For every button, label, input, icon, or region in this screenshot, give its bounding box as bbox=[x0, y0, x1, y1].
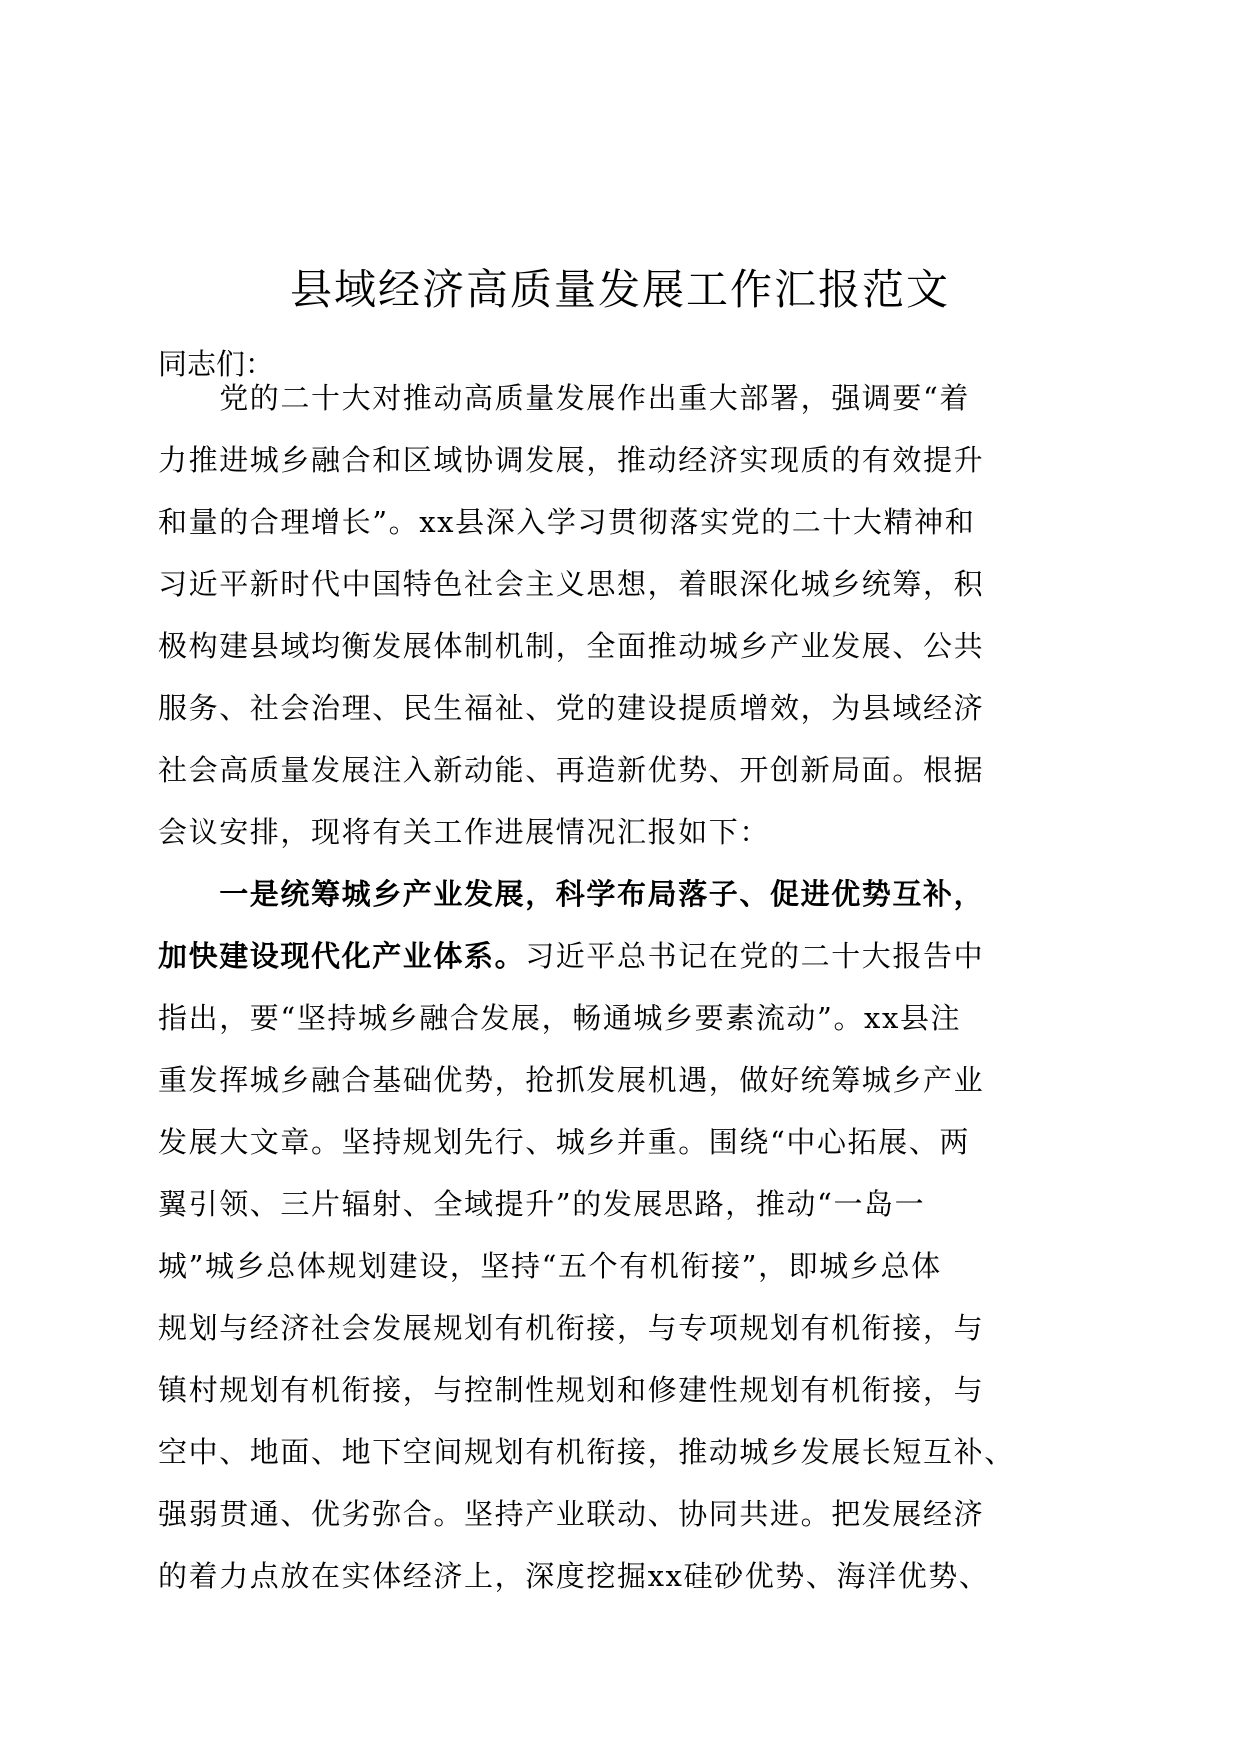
paragraph-line: 党的二十大对推动高质量发展作出重大部署，强调要“着 bbox=[158, 381, 971, 415]
paragraph-line: 力推进城乡融合和区域协调发展，推动经济实现质的有效提升 bbox=[158, 443, 985, 477]
paragraph-section-one bbox=[158, 863, 1083, 1607]
paragraph-line: 发展大文章。坚持规划先行、城乡并重。围绕“中心拓展、两 bbox=[158, 1125, 971, 1159]
paragraph-line: 空中、地面、地下空间规划有机衔接，推动城乡发展长短互补、 bbox=[158, 1435, 1015, 1469]
paragraph-line: 强弱贯通、优劣弥合。坚持产业联动、协同共进。把发展经济 bbox=[158, 1497, 985, 1531]
paragraph-line: 和量的合理增长”。xx县深入学习贯彻落实党的二十大精神和 bbox=[158, 505, 976, 539]
paragraph-line: 习近平新时代中国特色社会主义思想，着眼深化城乡统筹，积 bbox=[158, 567, 985, 601]
paragraph-line: 服务、社会治理、民生福祉、党的建设提质增效，为县域经济 bbox=[158, 691, 985, 725]
paragraph-line: 社会高质量发展注入新动能、再造新优势、开创新局面。根据 bbox=[158, 753, 985, 787]
paragraph-line: 城”城乡总体规划建设，坚持“五个有机衔接”，即城乡总体 bbox=[158, 1249, 942, 1283]
paragraph-line: 规划与经济社会发展规划有机衔接，与专项规划有机衔接，与 bbox=[158, 1311, 985, 1345]
section-heading-line: 一是统筹城乡产业发展，科学布局落子、促进优势互补， bbox=[158, 877, 985, 911]
paragraph-line: 指出，要“坚持城乡融合发展，畅通城乡要素流动”。xx县注 bbox=[158, 1001, 962, 1035]
section-line-rest: 习近平总书记在党的二十大报告中 bbox=[525, 939, 985, 973]
paragraph-line: 的着力点放在实体经济上，深度挖掘xx硅砂优势、海洋优势、 bbox=[158, 1559, 990, 1593]
paragraph-line: 重发挥城乡融合基础优势，抢抓发展机遇，做好统筹城乡产业 bbox=[158, 1063, 985, 1097]
document-title: 县域经济高质量发展工作汇报范文 bbox=[289, 265, 950, 314]
greeting: 同志们： bbox=[158, 347, 275, 381]
section-heading-end: 加快建设现代化产业体系。 bbox=[158, 939, 526, 973]
paragraph-line: 极构建县域均衡发展体制机制，全面推动城乡产业发展、公共 bbox=[158, 629, 985, 663]
paragraph-line bbox=[158, 925, 1083, 987]
paragraph-intro bbox=[158, 367, 1083, 863]
paragraph-line: 翼引领、三片辐射、全域提升”的发展思路，推动“一岛一 bbox=[158, 1187, 926, 1221]
paragraph-line: 会议安排，现将有关工作进展情况汇报如下： bbox=[158, 815, 771, 849]
paragraph-line: 镇村规划有机衔接，与控制性规划和修建性规划有机衔接，与 bbox=[158, 1373, 985, 1407]
